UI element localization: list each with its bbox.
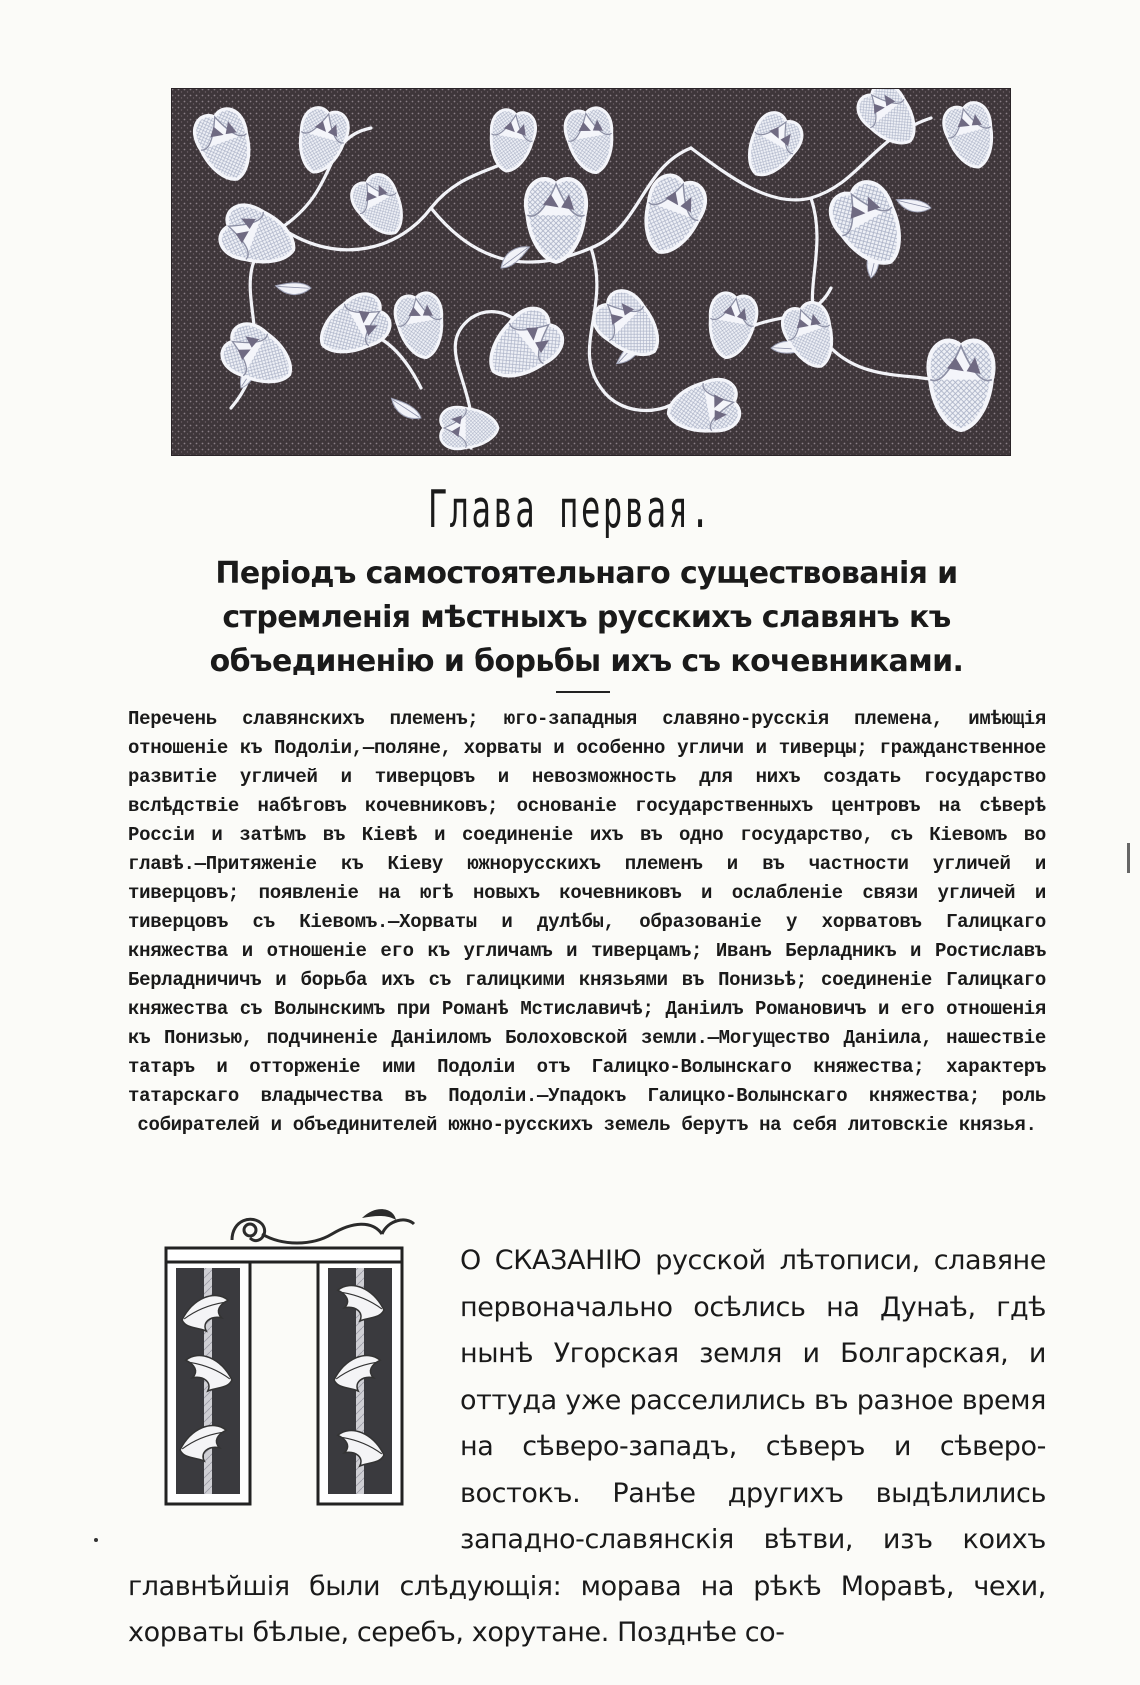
- margin-mark: [94, 1538, 98, 1542]
- chapter-subtitle: Періодъ самостоятельнаго существованія и стремленія мѣстныхъ русскихъ славянъ къ объединенію и борьбы ихъ съ кочевниками.: [209, 556, 964, 679]
- chapter-summary: Перечень славянскихъ племенъ; юго-западныя славяно-русскія племена, имѣющія отношеніе къ Подоліи,—поляне, хорваты и особенно угличи и тиверцы; гражданственное развитіе угличей и тиверцовъ и невозможность для нихъ создать государство вслѣдствіе набѣговъ кочевниковъ; основаніе государственныхъ центровъ на сѣверѣ Россіи и затѣмъ въ Кіевѣ и соединеніе ихъ въ одно государство, съ Кіевомъ во главѣ.—Притяженіе къ Кіеву южнорусскихъ племенъ и въ частности угличей и тиверцовъ; появленіе на югѣ новыхъ кочевниковъ и ослабленіе связи угличей и тиверцовъ съ Кіевомъ.—Хорваты и дулѣбы, образованіе у хорватовъ Галицкаго княжества и отношеніе его къ угличамъ и тиверцамъ; Иванъ Берладникъ и Ростиславъ Берладничичъ и борьба ихъ съ галицкими князьями въ Понизьѣ; соединеніе Галицкаго княжества съ Волынскимъ при Романѣ Мстиславичѣ; Даніилъ Романовичъ и его отношенія къ Понизью, подчиненіе Даніиломъ Болоховской земли.—Могущество Даніила, нашествіе татаръ и отторженіе ими Подоліи отъ Галицко-Волынскаго княжества; характеръ татарскаго владычества въ Подоліи.—Упадокъ Галицко-Волынскаго княжества; роль собирателей и объединителей южно-русскихъ земель берутъ на себя литовскіе князья.: [128, 708, 1046, 1136]
- section-divider: [556, 691, 610, 693]
- body-paragraph-text: О СКАЗАНІЮ русской лѣтописи, славяне первоначально осѣлись на Дунаѣ, гдѣ нынѣ Угорская земля и Болгарская, и оттуда уже расселились въ разное время на сѣверо-западъ, сѣверъ и сѣверо-востокъ. Ранѣе другихъ выдѣлились западно-славянскія вѣтви, изъ коихъ главнѣйшія были слѣдующія: морава на рѣкѣ Моравѣ, чехи, хорваты бѣлые, серебъ, хорутане. Позднѣе со-: [128, 1245, 1046, 1648]
- body-paragraph: [128, 1238, 1046, 1657]
- chapter-title: Глава первая.: [427, 480, 713, 540]
- header-floral-ornament: [171, 88, 1011, 456]
- drop-cap-space: [128, 1238, 460, 1556]
- margin-mark: [1127, 843, 1130, 873]
